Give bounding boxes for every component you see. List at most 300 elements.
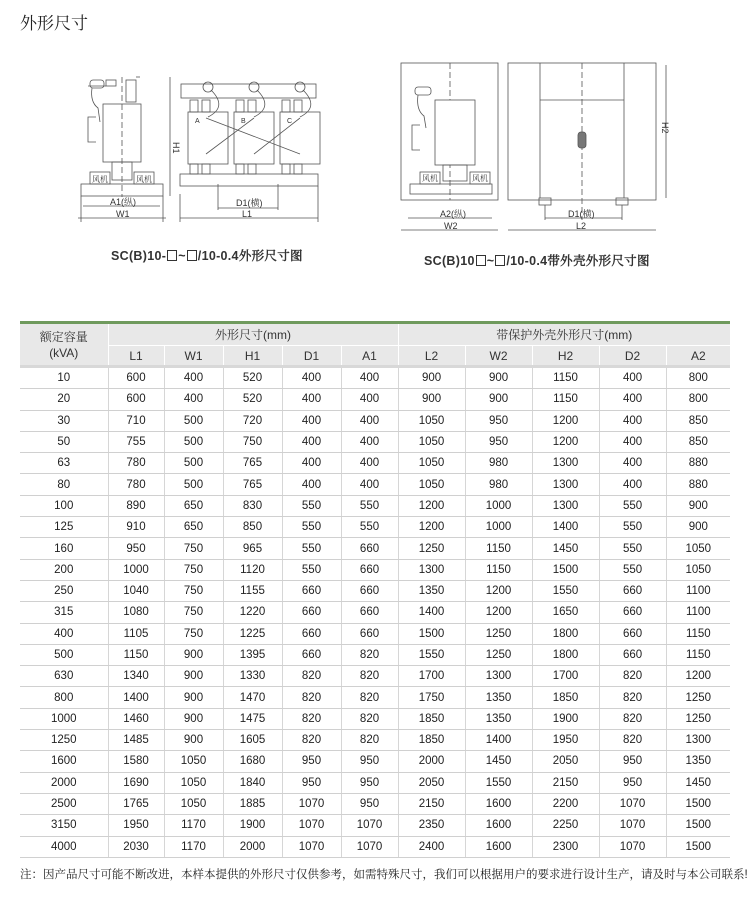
dimension-cell-w1: 750: [164, 559, 223, 580]
dimension-cell-d2: 820: [599, 708, 666, 729]
dimension-cell-w2: 1250: [465, 644, 532, 665]
dimension-cell-a1: 950: [341, 772, 398, 793]
dimension-cell-l1: 1460: [108, 708, 164, 729]
dimension-cell-l2: 2150: [398, 793, 465, 814]
rated-capacity-cell: 3150: [20, 815, 108, 836]
dimension-cell-l2: 1850: [398, 708, 465, 729]
dimension-cell-h2: 1850: [532, 687, 599, 708]
table-row: [20, 772, 730, 793]
w1-label: W1: [116, 209, 130, 219]
dimension-cell-d1: 400: [282, 453, 341, 474]
dimension-cell-a1: 400: [341, 431, 398, 452]
dimension-cell-l2: 1050: [398, 410, 465, 431]
footnote: 注：因产品尺寸可能不断改进，本样本提供的外形尺寸仅供参考，如需特殊尺寸，我们可以根据用户的要求进行设计生产，请及时与本公司联系!: [20, 869, 748, 881]
dimension-cell-h1: 1225: [223, 623, 282, 644]
dimension-cell-w1: 1170: [164, 815, 223, 836]
dimension-cell-a1: 820: [341, 730, 398, 751]
dimension-cell-d1: 400: [282, 410, 341, 431]
rated-capacity-cell: 50: [20, 431, 108, 452]
dimension-cell-a1: 400: [341, 453, 398, 474]
l2-label: L2: [576, 221, 587, 231]
dimension-cell-d2: 550: [599, 538, 666, 559]
dimension-cell-h2: 1550: [532, 580, 599, 601]
column-header-h1: H1: [223, 346, 282, 367]
dimension-cell-w1: 500: [164, 431, 223, 452]
left-drawing-caption: SC(B)10- ~ /10-0.4外形尺寸图: [111, 249, 303, 263]
dimension-cell-d2: 400: [599, 474, 666, 495]
dimension-cell-a2: 1250: [666, 687, 730, 708]
dimension-cell-d2: 550: [599, 517, 666, 538]
dimension-cell-h1: 520: [223, 389, 282, 410]
dimension-cell-h2: 1900: [532, 708, 599, 729]
dimension-cell-w1: 650: [164, 517, 223, 538]
dimension-cell-h1: 1155: [223, 580, 282, 601]
dimension-cell-d1: 1070: [282, 793, 341, 814]
dimension-cell-a1: 1070: [341, 836, 398, 857]
dimension-cell-l2: 1300: [398, 559, 465, 580]
dimension-cell-l1: 1150: [108, 644, 164, 665]
dimension-cell-h1: 1395: [223, 644, 282, 665]
fan-label-left: 风机: [92, 175, 108, 184]
dimension-cell-w2: 1000: [465, 517, 532, 538]
dimension-cell-w1: 750: [164, 538, 223, 559]
dimension-cell-l1: 1950: [108, 815, 164, 836]
dimension-cell-d2: 1070: [599, 836, 666, 857]
dimension-cell-d2: 1070: [599, 793, 666, 814]
dimension-cell-a2: 1350: [666, 751, 730, 772]
dimension-cell-h1: 1885: [223, 793, 282, 814]
dimension-cell-h2: 2150: [532, 772, 599, 793]
dimension-cell-l1: 600: [108, 367, 164, 389]
dimension-cell-l1: 1765: [108, 793, 164, 814]
column-header-l1: L1: [108, 346, 164, 367]
dimension-cell-a1: 820: [341, 644, 398, 665]
h1-label: H1: [171, 142, 181, 154]
dimension-cell-h2: 1650: [532, 602, 599, 623]
dimension-cell-l2: 1850: [398, 730, 465, 751]
rated-capacity-cell: 20: [20, 389, 108, 410]
dimension-cell-h2: 1450: [532, 538, 599, 559]
dimension-cell-l1: 1690: [108, 772, 164, 793]
table-row: [20, 580, 730, 601]
rated-capacity-cell: 160: [20, 538, 108, 559]
dimension-cell-h2: 1700: [532, 666, 599, 687]
dimension-cell-d2: 820: [599, 687, 666, 708]
table-row: [20, 431, 730, 452]
dimension-cell-h1: 1470: [223, 687, 282, 708]
dimension-cell-h1: 850: [223, 517, 282, 538]
dimension-cell-h1: 1475: [223, 708, 282, 729]
fan-label-right: 风机: [136, 175, 152, 184]
table-row: [20, 367, 730, 389]
dimension-cell-h2: 1500: [532, 559, 599, 580]
dimension-cell-a2: 1150: [666, 644, 730, 665]
fan-label-left: 风机: [422, 174, 438, 183]
table-row: [20, 517, 730, 538]
dimension-cell-w1: 900: [164, 708, 223, 729]
dimension-cell-w2: 1000: [465, 495, 532, 516]
dimension-cell-l2: 2350: [398, 815, 465, 836]
dimension-cell-d1: 400: [282, 367, 341, 389]
outline-dimensions-header: 外形尺寸(mm): [108, 323, 398, 346]
table-row: [20, 410, 730, 431]
table-row: [20, 389, 730, 410]
dimension-cell-l1: 1040: [108, 580, 164, 601]
dimension-cell-d2: 660: [599, 644, 666, 665]
d1-label: D1(横): [236, 198, 263, 208]
column-header-d1: D1: [282, 346, 341, 367]
table-row: [20, 495, 730, 516]
table-row: [20, 474, 730, 495]
dimension-cell-a1: 400: [341, 410, 398, 431]
dimension-cell-w2: 900: [465, 367, 532, 389]
dimension-cell-w1: 750: [164, 623, 223, 644]
table-row: [20, 623, 730, 644]
dimension-cell-a1: 820: [341, 708, 398, 729]
dimension-cell-w2: 1600: [465, 815, 532, 836]
dimension-cell-w2: 1150: [465, 559, 532, 580]
dimension-cell-w1: 500: [164, 474, 223, 495]
dimension-cell-h2: 2050: [532, 751, 599, 772]
dimension-cell-l1: 755: [108, 431, 164, 452]
dimension-cell-h2: 2300: [532, 836, 599, 857]
dimension-cell-a2: 800: [666, 389, 730, 410]
dimension-cell-d2: 660: [599, 580, 666, 601]
dimension-cell-h2: 1950: [532, 730, 599, 751]
dimension-cell-l2: 1350: [398, 580, 465, 601]
dimension-cell-d2: 660: [599, 623, 666, 644]
dimension-cell-w2: 1350: [465, 687, 532, 708]
dimension-cell-h2: 1150: [532, 367, 599, 389]
dimension-cell-d1: 950: [282, 751, 341, 772]
dimension-cell-l2: 2050: [398, 772, 465, 793]
dimension-cell-d1: 550: [282, 517, 341, 538]
dimension-cell-a1: 550: [341, 517, 398, 538]
rated-capacity-cell: 1250: [20, 730, 108, 751]
dimension-cell-l2: 1200: [398, 495, 465, 516]
dimension-cell-w1: 900: [164, 687, 223, 708]
dimension-cell-l2: 1050: [398, 453, 465, 474]
dimension-cell-l2: 1250: [398, 538, 465, 559]
dimension-cell-a1: 660: [341, 602, 398, 623]
table-row: [20, 602, 730, 623]
dimension-cell-h1: 2000: [223, 836, 282, 857]
dimension-cell-h2: 1800: [532, 623, 599, 644]
dimension-cell-h2: 1400: [532, 517, 599, 538]
dimension-cell-l2: 2400: [398, 836, 465, 857]
dimension-cell-h1: 1330: [223, 666, 282, 687]
dimension-cell-d1: 660: [282, 623, 341, 644]
rated-capacity-cell: 250: [20, 580, 108, 601]
table-row: [20, 793, 730, 814]
dimension-cell-a2: 1100: [666, 580, 730, 601]
dimension-cell-l2: 2000: [398, 751, 465, 772]
table-row: [20, 644, 730, 665]
dimension-cell-h1: 1680: [223, 751, 282, 772]
rated-capacity-cell: 80: [20, 474, 108, 495]
dimension-cell-l2: 1750: [398, 687, 465, 708]
table-row: [20, 730, 730, 751]
transformer-dimension-drawing: [78, 72, 338, 232]
dimension-cell-a2: 850: [666, 431, 730, 452]
dimension-cell-l1: 1340: [108, 666, 164, 687]
table-row: [20, 815, 730, 836]
table-row: [20, 687, 730, 708]
dimension-cell-l2: 900: [398, 389, 465, 410]
rated-capacity-cell: 500: [20, 644, 108, 665]
w2-label: W2: [444, 221, 458, 231]
dimension-cell-l2: 1500: [398, 623, 465, 644]
dimension-cell-a2: 880: [666, 474, 730, 495]
dimension-cell-w1: 400: [164, 389, 223, 410]
placeholder-box: [495, 255, 505, 266]
dimension-cell-a2: 1450: [666, 772, 730, 793]
dimension-cell-w2: 980: [465, 474, 532, 495]
dimension-cell-a2: 800: [666, 367, 730, 389]
enclosure-dimension-drawing: [400, 60, 680, 240]
dimension-cell-h1: 750: [223, 431, 282, 452]
placeholder-box: [476, 255, 486, 266]
dimension-cell-l1: 780: [108, 474, 164, 495]
dimension-cell-d1: 660: [282, 580, 341, 601]
dimension-cell-l1: 780: [108, 453, 164, 474]
rated-capacity-cell: 2500: [20, 793, 108, 814]
rated-capacity-cell: 1600: [20, 751, 108, 772]
dimension-cell-l1: 1485: [108, 730, 164, 751]
dimension-cell-h1: 1900: [223, 815, 282, 836]
column-header-h2: H2: [532, 346, 599, 367]
dimension-cell-d1: 550: [282, 495, 341, 516]
dimension-cell-l2: 900: [398, 367, 465, 389]
column-header-w2: W2: [465, 346, 532, 367]
placeholder-box: [187, 250, 197, 261]
phase-c-label: C: [287, 118, 293, 125]
rated-capacity-cell: 125: [20, 517, 108, 538]
rated-capacity-cell: 400: [20, 623, 108, 644]
dimension-cell-w1: 1050: [164, 751, 223, 772]
dimension-cell-d1: 820: [282, 687, 341, 708]
dimension-cell-d1: 400: [282, 431, 341, 452]
dimension-cell-a1: 660: [341, 559, 398, 580]
dimension-cell-w2: 900: [465, 389, 532, 410]
dimension-cell-l2: 1700: [398, 666, 465, 687]
rated-capacity-cell: 315: [20, 602, 108, 623]
dimension-cell-d1: 950: [282, 772, 341, 793]
dimension-cell-d2: 1070: [599, 815, 666, 836]
dimension-cell-h1: 720: [223, 410, 282, 431]
column-header-a2: A2: [666, 346, 730, 367]
d1-label: D1(横): [568, 209, 595, 219]
table-row: [20, 538, 730, 559]
rated-capacity-cell: 100: [20, 495, 108, 516]
dimension-cell-l1: 890: [108, 495, 164, 516]
dimension-cell-h2: 1200: [532, 431, 599, 452]
rated-capacity-cell: 4000: [20, 836, 108, 857]
rated-capacity-cell: 800: [20, 687, 108, 708]
dimension-cell-w2: 1550: [465, 772, 532, 793]
h2-label: H2: [660, 122, 670, 134]
dimension-cell-h2: 1300: [532, 474, 599, 495]
dimension-cell-h2: 1800: [532, 644, 599, 665]
dimension-cell-a1: 820: [341, 666, 398, 687]
dimension-cell-w2: 1600: [465, 793, 532, 814]
rated-capacity-cell: 200: [20, 559, 108, 580]
dimension-cell-a2: 1100: [666, 602, 730, 623]
dimension-cell-w1: 650: [164, 495, 223, 516]
column-header-w1: W1: [164, 346, 223, 367]
section-title: 外形尺寸: [20, 14, 88, 33]
dimension-cell-w2: 1200: [465, 602, 532, 623]
dimension-cell-h2: 1150: [532, 389, 599, 410]
dimension-cell-h1: 830: [223, 495, 282, 516]
dimension-cell-h2: 1300: [532, 453, 599, 474]
dimension-cell-w2: 1600: [465, 836, 532, 857]
rated-capacity-cell: 630: [20, 666, 108, 687]
dimension-cell-d2: 950: [599, 772, 666, 793]
dimension-cell-w2: 980: [465, 453, 532, 474]
dimension-cell-d2: 400: [599, 389, 666, 410]
dimension-cell-w1: 900: [164, 666, 223, 687]
rated-capacity-cell: 1000: [20, 708, 108, 729]
dimension-cell-a2: 1050: [666, 538, 730, 559]
dimension-cell-d1: 820: [282, 708, 341, 729]
dimension-cell-d1: 660: [282, 644, 341, 665]
dimension-cell-l1: 1105: [108, 623, 164, 644]
dimension-cell-w2: 1450: [465, 751, 532, 772]
phase-b-label: B: [241, 118, 246, 125]
dimension-cell-d2: 820: [599, 730, 666, 751]
rated-capacity-cell: 2000: [20, 772, 108, 793]
dimension-cell-w1: 1170: [164, 836, 223, 857]
dimension-cell-a1: 1070: [341, 815, 398, 836]
enclosure-dimensions-header: 带保护外壳外形尺寸(mm): [398, 323, 730, 346]
dimension-cell-w1: 750: [164, 580, 223, 601]
phase-a-label: A: [195, 118, 200, 125]
dimension-cell-w2: 1350: [465, 708, 532, 729]
dimension-cell-d1: 400: [282, 474, 341, 495]
dimension-cell-d2: 550: [599, 559, 666, 580]
dimension-cell-w2: 950: [465, 431, 532, 452]
fan-label-right: 风机: [472, 174, 488, 183]
dimension-cell-w1: 400: [164, 367, 223, 389]
dimension-cell-l1: 600: [108, 389, 164, 410]
a1-label: A1(纵): [110, 197, 137, 207]
dimension-cell-a2: 1500: [666, 793, 730, 814]
right-drawing-caption: SC(B)10 ~ /10-0.4带外壳外形尺寸图: [424, 254, 650, 268]
l1-label: L1: [242, 209, 253, 219]
dimension-cell-h1: 965: [223, 538, 282, 559]
dimension-cell-d1: 550: [282, 538, 341, 559]
dimension-cell-a2: 900: [666, 495, 730, 516]
dimension-cell-h1: 1840: [223, 772, 282, 793]
dimension-cell-d2: 400: [599, 367, 666, 389]
dimension-cell-a1: 820: [341, 687, 398, 708]
column-header-d2: D2: [599, 346, 666, 367]
dimension-cell-a1: 660: [341, 580, 398, 601]
dimension-cell-d1: 1070: [282, 815, 341, 836]
dimension-cell-h1: 1605: [223, 730, 282, 751]
dimension-cell-w1: 500: [164, 410, 223, 431]
rated-capacity-cell: 30: [20, 410, 108, 431]
dimension-cell-h1: 765: [223, 453, 282, 474]
dimension-cell-w1: 900: [164, 730, 223, 751]
dimension-cell-l2: 1050: [398, 431, 465, 452]
table-row: [20, 836, 730, 857]
dimension-cell-w2: 1400: [465, 730, 532, 751]
dimension-cell-d1: 1070: [282, 836, 341, 857]
dimension-cell-h2: 2200: [532, 793, 599, 814]
dimension-cell-a1: 400: [341, 389, 398, 410]
rated-capacity-header: 额定容量 (kVA): [20, 323, 108, 367]
dimension-cell-d1: 400: [282, 389, 341, 410]
dimension-cell-w2: 1300: [465, 666, 532, 687]
dimension-cell-h1: 765: [223, 474, 282, 495]
dimension-cell-a1: 400: [341, 474, 398, 495]
dimension-cell-a2: 880: [666, 453, 730, 474]
dimension-cell-h1: 1220: [223, 602, 282, 623]
dimension-cell-d2: 400: [599, 453, 666, 474]
dimension-cell-h2: 2250: [532, 815, 599, 836]
dimension-cell-a2: 1300: [666, 730, 730, 751]
dimension-cell-d2: 660: [599, 602, 666, 623]
dimension-cell-a2: 1500: [666, 836, 730, 857]
dimension-cell-d1: 660: [282, 602, 341, 623]
dimension-cell-w2: 1150: [465, 538, 532, 559]
dimension-cell-w2: 1250: [465, 623, 532, 644]
dimension-cell-d1: 550: [282, 559, 341, 580]
table-row: [20, 708, 730, 729]
dimension-cell-h1: 1120: [223, 559, 282, 580]
dimension-cell-l1: 1580: [108, 751, 164, 772]
dimension-cell-w1: 900: [164, 644, 223, 665]
dimension-cell-a2: 1050: [666, 559, 730, 580]
column-header-a1: A1: [341, 346, 398, 367]
dimension-cell-a2: 900: [666, 517, 730, 538]
dimension-cell-w1: 1050: [164, 772, 223, 793]
dimension-cell-d2: 950: [599, 751, 666, 772]
dimension-cell-h2: 1300: [532, 495, 599, 516]
table-row: [20, 751, 730, 772]
dimension-cell-l1: 2030: [108, 836, 164, 857]
dimension-spec-table: [20, 321, 730, 858]
dimension-cell-l1: 1400: [108, 687, 164, 708]
dimension-cell-l2: 1200: [398, 517, 465, 538]
dimension-cell-a1: 660: [341, 538, 398, 559]
dimension-cell-h1: 520: [223, 367, 282, 389]
dimension-cell-a1: 660: [341, 623, 398, 644]
table-row: [20, 559, 730, 580]
dimension-cell-l2: 1550: [398, 644, 465, 665]
dimension-cell-l1: 1080: [108, 602, 164, 623]
dimension-cell-a2: 1150: [666, 623, 730, 644]
dimension-cell-l1: 710: [108, 410, 164, 431]
dimension-cell-d2: 400: [599, 431, 666, 452]
dimension-cell-h2: 1200: [532, 410, 599, 431]
column-header-l2: L2: [398, 346, 465, 367]
a2-label: A2(纵): [440, 209, 467, 219]
dimension-cell-w1: 750: [164, 602, 223, 623]
dimension-cell-w2: 950: [465, 410, 532, 431]
dimension-cell-a1: 950: [341, 793, 398, 814]
dimension-cell-a2: 1200: [666, 666, 730, 687]
dimension-cell-a1: 950: [341, 751, 398, 772]
dimension-cell-a2: 1500: [666, 815, 730, 836]
dimension-cell-l1: 910: [108, 517, 164, 538]
dimension-cell-l1: 1000: [108, 559, 164, 580]
dimension-cell-l2: 1400: [398, 602, 465, 623]
dimension-cell-a2: 1250: [666, 708, 730, 729]
dimension-cell-w1: 1050: [164, 793, 223, 814]
